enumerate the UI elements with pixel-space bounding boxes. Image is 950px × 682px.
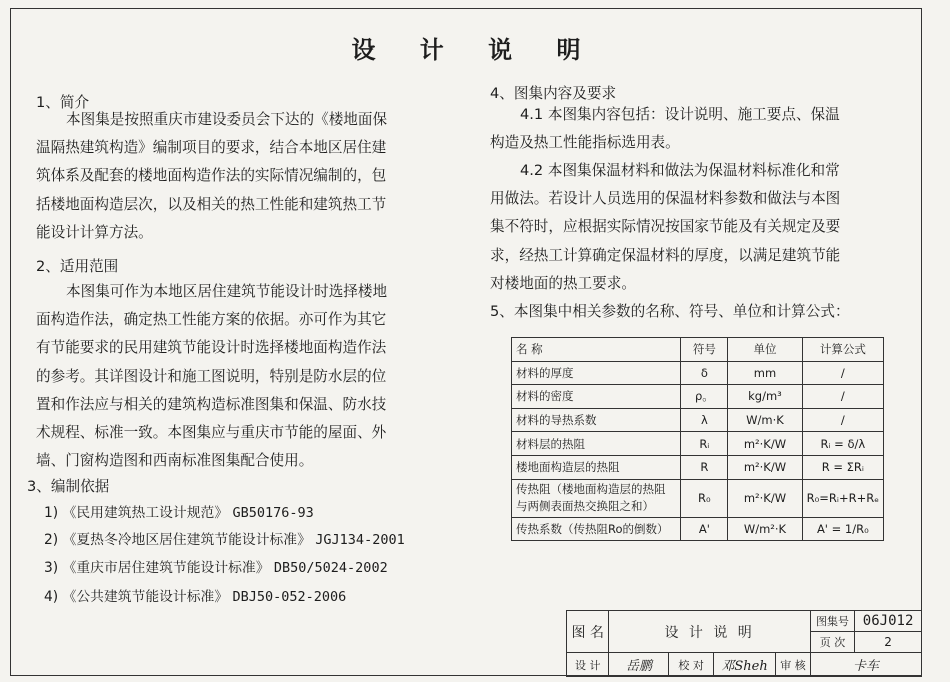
scope-line: 墙、门窗构造图和西南标准图集配合使用。 — [36, 452, 314, 470]
reference-number: 1) — [44, 505, 59, 521]
intro-line: 括楼地面构造层次，以及相关的热工性能和建筑热工节 — [36, 195, 387, 213]
cell-symbol: δ — [681, 361, 728, 385]
cell-symbol: λ — [681, 408, 728, 432]
cell-formula: / — [802, 361, 883, 385]
contents-line: 集不符时，应根据实际情况按国家节能及有关规定及要 — [490, 218, 841, 236]
designer-label: 设 计 — [567, 653, 609, 677]
intro-paragraph — [36, 106, 387, 247]
checker-signature: 邓Sheh — [713, 653, 775, 677]
cell-unit: W/m·K — [728, 408, 802, 432]
column-header-unit: 单位 — [728, 338, 802, 362]
table-header-row — [512, 338, 884, 362]
intro-line: 本图集是按照重庆市建设委员会下达的《楼地面保 — [66, 111, 388, 128]
cell-symbol: R₀ — [681, 479, 728, 517]
reviewer-label: 审 核 — [776, 653, 811, 677]
column-header-name: 名 称 — [512, 338, 681, 362]
contents-line: 4.1 本图集内容包括：设计说明、施工要点、保温 — [520, 106, 840, 123]
cell-unit: m²·K/W — [728, 455, 802, 479]
reference-item — [44, 528, 405, 548]
cell-name: 材料的密度 — [512, 385, 681, 409]
section-heading-contents: 4、图集内容及要求 — [490, 85, 617, 102]
cell-formula: R = ΣRᵢ — [802, 455, 883, 479]
reference-item — [44, 556, 388, 576]
contents-line: 用做法。若设计人员选用的保温材料参数和做法与本图 — [490, 190, 841, 208]
checker-label: 校 对 — [669, 653, 713, 677]
cell-name-line: 传热阻（楼地面构造层的热阻 — [516, 482, 666, 497]
contents-paragraph-2 — [490, 157, 840, 298]
reference-name: 《夏热冬冷地区居住建筑节能设计标准》 — [62, 532, 311, 548]
contents-line: 求，经热工计算确定保温材料的厚度，以满足建筑节能 — [490, 246, 841, 264]
cell-symbol: R — [681, 455, 728, 479]
intro-line: 温隔热建筑构造》编制项目的要求，结合本地区居住建 — [36, 139, 387, 157]
page-number-value: 2 — [855, 632, 922, 653]
cell-name: 材料层的热阻 — [512, 432, 681, 456]
title-block — [566, 610, 922, 677]
column-header-symbol: 符号 — [681, 338, 728, 362]
table-row — [512, 385, 884, 409]
table-row — [512, 408, 884, 432]
reference-number: 4) — [44, 589, 59, 605]
reference-item — [44, 585, 346, 605]
cell-name: 材料的厚度 — [512, 361, 681, 385]
section-heading-basis: 3、编制依据 — [27, 478, 110, 495]
reference-name: 《民用建筑热工设计规范》 — [62, 505, 229, 521]
table-row — [512, 517, 884, 541]
cell-name: 材料的导热系数 — [512, 408, 681, 432]
cell-formula: Rᵢ = δ/λ — [802, 432, 883, 456]
cell-unit: mm — [728, 361, 802, 385]
cell-unit: m²·K/W — [728, 479, 802, 517]
title-block-row — [567, 653, 922, 677]
reference-code: JGJ134-2001 — [315, 532, 405, 548]
cell-formula: / — [802, 408, 883, 432]
cell-name-line: 与两侧表面热交换阻之和） — [516, 499, 654, 514]
reference-code: DBJ50-052-2006 — [232, 589, 347, 605]
table-row — [512, 455, 884, 479]
table-row — [512, 479, 884, 517]
cell-name: 传热系数（传热阻Ro的倒数） — [512, 517, 681, 541]
contents-paragraph-1 — [490, 101, 840, 157]
title-block-row — [567, 611, 922, 632]
reference-name: 《公共建筑节能设计标准》 — [62, 589, 229, 605]
intro-line: 能设计计算方法。 — [36, 223, 153, 241]
parameter-table — [511, 337, 884, 541]
drawing-name-label: 图 名 — [567, 611, 609, 653]
drawing-name-value: 设 计 说 明 — [609, 611, 810, 653]
cell-symbol: ρ。 — [681, 385, 728, 409]
section-heading-params: 5、本图集中相关参数的名称、符号、单位和计算公式： — [490, 303, 850, 320]
scope-line: 面构造作法，确定热工性能方案的依据。亦可作为其它 — [36, 311, 387, 329]
table-row — [512, 432, 884, 456]
scope-line: 的参考。其详图设计和施工图说明，特别是防水层的位 — [36, 367, 387, 385]
cell-formula: R₀=Rᵢ+R+Rₑ — [802, 479, 883, 517]
scope-paragraph — [36, 278, 387, 475]
cell-unit: W/m²·K — [728, 517, 802, 541]
contents-line: 4.2 本图集保温材料和做法为保温材料标准化和常 — [520, 162, 840, 179]
cell-unit: m²·K/W — [728, 432, 802, 456]
table-row — [512, 361, 884, 385]
reference-item — [44, 501, 314, 521]
cell-symbol: A' — [681, 517, 728, 541]
contents-line: 对楼地面的热工要求。 — [490, 274, 636, 292]
reference-number: 2) — [44, 532, 59, 548]
cell-formula: A' = 1/R₀ — [802, 517, 883, 541]
reference-code: DB50/5024-2002 — [273, 560, 388, 576]
cell-name — [512, 479, 681, 517]
scope-line: 术规程、标准一致。本图集应与重庆市节能的屋面、外 — [36, 424, 387, 442]
scope-line: 有节能要求的民用建筑节能设计时选择楼地面构造作法 — [36, 339, 387, 357]
section-heading-scope: 2、适用范围 — [36, 258, 119, 275]
cell-unit: kg/m³ — [728, 385, 802, 409]
page-number-label: 页 次 — [810, 632, 854, 653]
cell-name: 楼地面构造层的热阻 — [512, 455, 681, 479]
atlas-number-label: 图集号 — [810, 611, 854, 632]
column-header-formula: 计算公式 — [802, 338, 883, 362]
reference-number: 3) — [44, 560, 59, 576]
reviewer-signature: 卡车 — [810, 653, 921, 677]
contents-line: 构造及热工性能指标选用表。 — [490, 134, 680, 152]
page-title: 设 计 说 明 — [351, 35, 599, 64]
scope-line: 本图集可作为本地区居住建筑节能设计时选择楼地 — [66, 283, 388, 300]
atlas-number-value: 06J012 — [855, 611, 922, 632]
section-heading-intro: 1、简介 — [36, 94, 90, 111]
reference-code: GB50176-93 — [232, 505, 314, 521]
scope-line: 置和作法应与相关的建筑构造标准图集和保温、防水技 — [36, 395, 387, 413]
cell-symbol: Rᵢ — [681, 432, 728, 456]
intro-line: 筑体系及配套的楼地面构造作法的实际情况编制的，包 — [36, 167, 387, 185]
reference-name: 《重庆市居住建筑节能设计标准》 — [62, 560, 270, 576]
cell-formula: / — [802, 385, 883, 409]
designer-signature: 岳鹏 — [609, 653, 669, 677]
